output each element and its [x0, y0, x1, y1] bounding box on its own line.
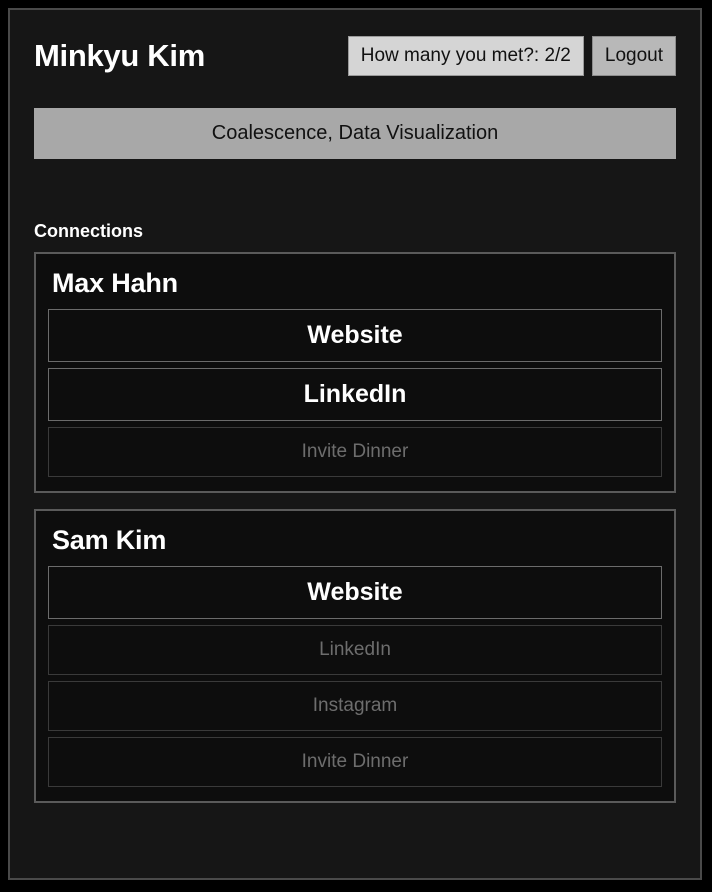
invite-dinner-button: Invite Dinner — [48, 737, 662, 787]
event-banner-button[interactable]: Coalescence, Data Visualization — [34, 108, 676, 159]
connections-heading: Connections — [34, 221, 144, 241]
app-window — [8, 8, 702, 880]
header-actions — [348, 36, 676, 76]
link-website-button[interactable]: Website — [48, 566, 662, 619]
connections-list — [34, 252, 676, 803]
link-linkedin-button[interactable]: LinkedIn — [48, 368, 662, 421]
link-linkedin-button: LinkedIn — [48, 625, 662, 675]
header — [10, 10, 700, 76]
connection-name: Max Hahn — [52, 268, 178, 298]
link-website-button[interactable]: Website — [48, 309, 662, 362]
logout-button[interactable]: Logout — [592, 36, 676, 76]
connection-card — [34, 509, 676, 803]
connection-card — [34, 252, 676, 493]
invite-dinner-button: Invite Dinner — [48, 427, 662, 477]
met-counter-badge: How many you met?: 2/2 — [348, 36, 584, 76]
link-instagram-button: Instagram — [48, 681, 662, 731]
page-title: Minkyu Kim — [34, 38, 205, 73]
connection-name: Sam Kim — [52, 525, 167, 555]
